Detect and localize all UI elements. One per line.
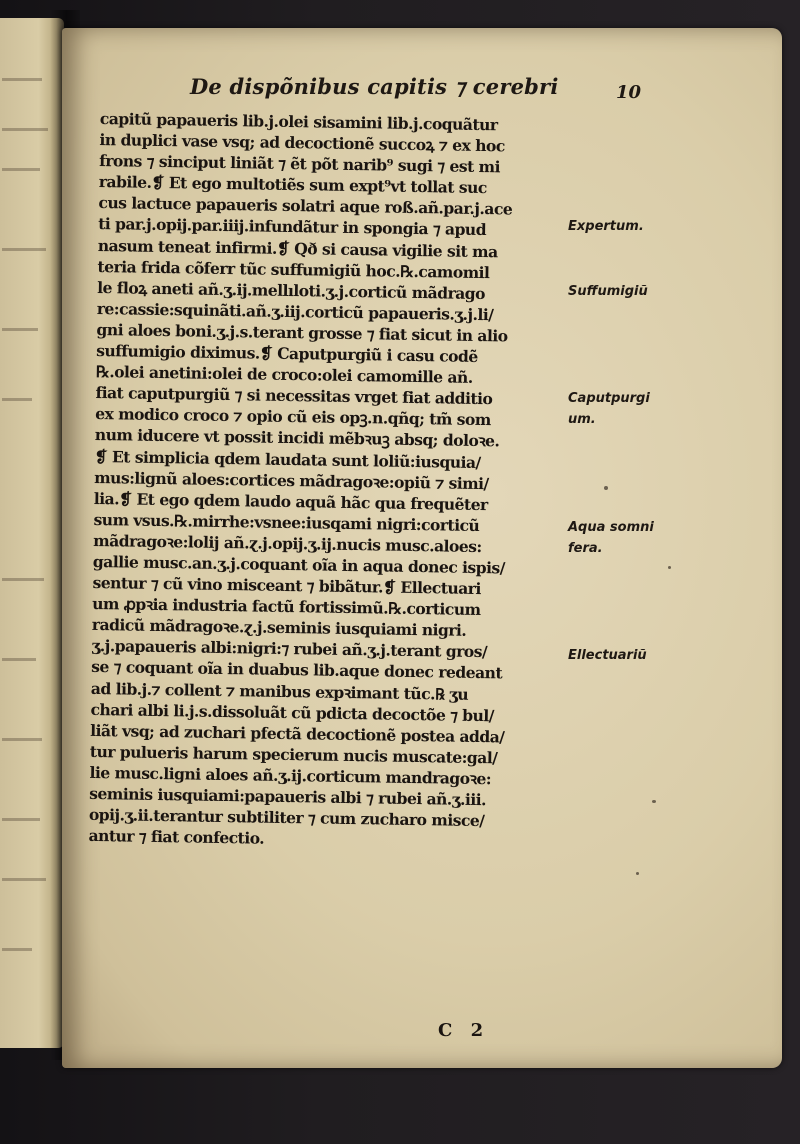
text-line: seminis iusquiami:papaueris albi ⁊ rubei añ.ʒ.iii. [89, 783, 487, 810]
running-title: De dispõnibus capitis ⁊ cerebri [190, 74, 559, 99]
text-line: se ⁊ coquant oĩa in duabus lib.aque donec redeant [91, 657, 503, 683]
text-line: ʒ.j.papaueris albi:nigri:⁊ rubei añ.ʒ.j.terant gros/ [91, 636, 488, 662]
text-line: liãt vsq; ad zuchari pfectã decoctionẽ postea adda/ [90, 720, 505, 747]
text-line: cus lactuce papaueris solatri aque roß.añ.par.j.ace [98, 193, 513, 219]
text-line: num iducere vt possit incidi mẽbꝛuꝫ absq; doloꝛe. [94, 425, 500, 451]
signature-mark: C 2 [438, 1020, 490, 1041]
margin-note: Caputpurgi [568, 390, 650, 406]
text-line: nasum teneat infirmi.❡ Qð si causa vigilie sit ma [97, 235, 498, 261]
text-line: frons ⁊ sinciput liniãt ⁊ ẽt põt narib⁹ sugi ⁊ est mi [99, 151, 501, 177]
text-line: chari albi li.j.s.dissoluãt cũ pdicta decoctõe ⁊ bul/ [90, 699, 495, 725]
text-line: lia.❡ Et ego qdem laudo aquã hãc qua frequẽter [93, 488, 488, 514]
text-line: rabile.❡ Et ego multotiẽs sum expt⁹vt tollat suc [98, 172, 487, 198]
text-line: gallie musc.an.ʒ.j.coquant oĩa in aqua donec ispis/ [92, 551, 505, 578]
paper-speck [668, 566, 671, 569]
text-line: um ꝓpꝛia industria factũ fortissimũ.℞.corticum [92, 594, 481, 620]
text-line: ex modico croco ⁊ opio cũ eis opꝫ.n.qñq; tm̃ som [95, 404, 491, 430]
margin-note: fera. [568, 541, 603, 556]
text-line: sentur ⁊ cũ vino misceant ⁊ bibãtur.❡ Ellectuari [92, 573, 481, 599]
text-line: le floꝝ aneti añ.ʒ.ij.mellıloti.ʒ.j.corticũ mãdrago [97, 277, 486, 303]
text-line: re:cassie:squinãti.añ.ʒ.iij.corticũ papaueris.ʒ.j.li/ [96, 298, 494, 325]
body-text [88, 108, 580, 854]
text-line: capitũ papaueris lib.j.olei sisamini lib.j.coquãtur [99, 108, 498, 135]
text-line: teria frida cõferr tũc suffumigiũ hoc.℞.camomil [97, 256, 490, 282]
text-line: mus:lignũ aloes:cortices mãdragoꝛe:opiũ ⁊ simi/ [94, 467, 489, 493]
text-line: lie musc.ligni aloes añ.ʒ.ij.corticum mandragoꝛe: [89, 762, 492, 789]
text-line: mãdragoꝛe:lolij añ.ɀ.j.opij.ʒ.ij.nucis musc.aloes: [93, 530, 482, 556]
margin-note: um. [568, 412, 596, 428]
text-line: radicũ mãdragoꝛe.ɀ.j.seminis iusquiami nigri. [91, 615, 467, 641]
text-line: ℞.olei anetini:olei de croco:olei camomille añ. [95, 362, 473, 388]
paper-speck [636, 872, 639, 875]
text-line: ad lib.j.⁊ collent ⁊ manibus expꝛimant tũc.℞ ʒu [90, 678, 469, 704]
text-line: sum vsus.℞.mirrhe:vsnee:iusqami nigri:corticũ [93, 509, 480, 535]
paper-speck [652, 800, 656, 803]
margin-note: Suffumigiũ [568, 283, 648, 299]
text-line: ❡ Et simplicia qdem laudata sunt loliũ:iusquia/ [94, 446, 481, 472]
paper-speck [604, 486, 608, 490]
text-line: gni aloes boni.ʒ.j.s.terant grosse ⁊ fiat sicut in alio [96, 319, 508, 346]
text-line: fiat caputpurgiũ ⁊ si necessitas vrget fiat additio [95, 383, 493, 409]
margin-note: Ellectuariũ [568, 648, 647, 664]
text-line: antur ⁊ fiat confectio. [88, 826, 265, 848]
text-line: tur pulueris harum specierum nucis muscate:gal/ [89, 741, 498, 768]
text-line: in duplici vase vsq; ad decoctionẽ succoꝝ ⁊ ex hoc [99, 130, 505, 156]
text-line: ti par.j.opij.par.iiij.infundãtur in spongia ⁊ apud [98, 214, 487, 240]
text-line: suffumigio diximus.❡ Caputpurgiũ i casu codẽ [96, 341, 478, 366]
margin-note: Expertum. [568, 219, 644, 235]
folio-number: 10 [616, 82, 642, 103]
text-line: opij.ʒ.ii.terantur subtiliter ⁊ cum zucharo misce/ [88, 805, 485, 831]
margin-note: Aqua somni [568, 519, 654, 535]
